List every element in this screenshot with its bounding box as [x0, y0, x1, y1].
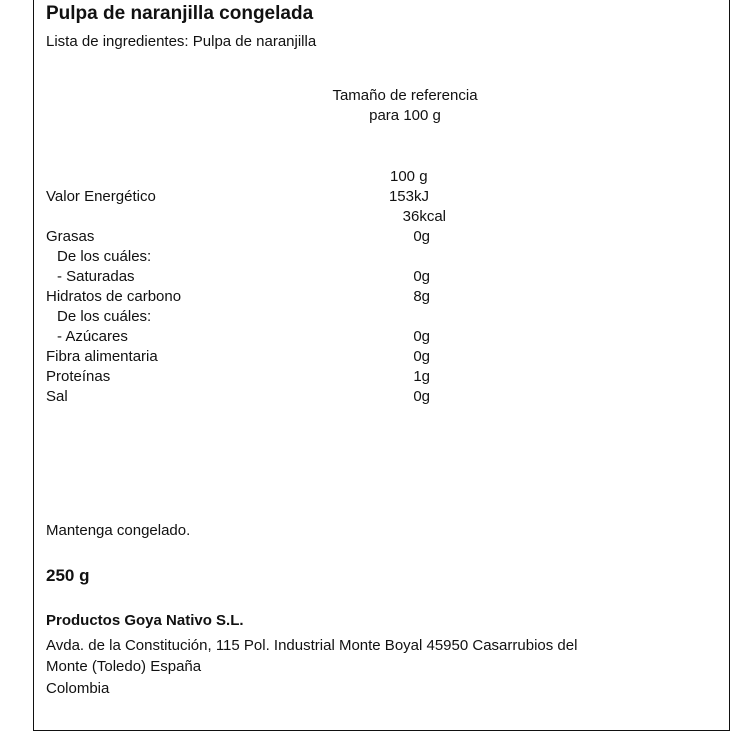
nutrition-value-saturated: 0g [413, 268, 430, 285]
reference-size-line2: para 100 g [369, 107, 441, 124]
company-address-line2: Monte (Toledo) España [46, 658, 202, 675]
nutrition-label-carbohydrates: Hidratos de carbono [46, 288, 182, 305]
company-name: Productos Goya Nativo S.L. [46, 612, 244, 629]
ingredients-list: Lista de ingredientes: Pulpa de naranjilla [46, 33, 317, 50]
nutrition-value-fat: 0g [413, 228, 430, 245]
nutrition-value-sugars: 0g [413, 328, 430, 345]
nutrition-label-salt: Sal [46, 388, 68, 405]
nutrition-value-energy-kcal: 36kcal [402, 208, 446, 225]
reference-size-line1: Tamaño de referencia [332, 87, 478, 104]
nutrition-value-carbohydrates: 8g [413, 288, 430, 305]
nutrition-value-protein: 1g [413, 368, 430, 385]
nutrition-value-fibre: 0g [413, 348, 430, 365]
nutrition-column-header: 100 g [390, 168, 428, 185]
net-weight: 250 g [46, 566, 90, 585]
nutrition-label-saturated: - Saturadas [57, 268, 135, 285]
country-of-origin: Colombia [46, 680, 110, 697]
nutrition-label-energy: Valor Energético [46, 188, 156, 205]
nutrition-label-of-which-carbs: De los cuáles: [57, 308, 152, 325]
nutrition-label-sugars: - Azúcares [57, 328, 128, 345]
nutrition-label-protein: Proteínas [46, 368, 111, 385]
nutrition-label-fat: Grasas [46, 228, 95, 245]
nutrition-label-of-which-fat: De los cuáles: [57, 248, 152, 265]
storage-instructions: Mantenga congelado. [46, 522, 191, 539]
nutrition-label-fibre: Fibra alimentaria [46, 348, 158, 365]
company-address-line1: Avda. de la Constitución, 115 Pol. Industrial Monte Boyal 45950 Casarrubios del [46, 637, 578, 654]
product-title: Pulpa de naranjilla congelada [46, 3, 314, 24]
nutrition-value-energy-kj: 153kJ [388, 188, 429, 205]
nutrition-value-salt: 0g [413, 388, 430, 405]
